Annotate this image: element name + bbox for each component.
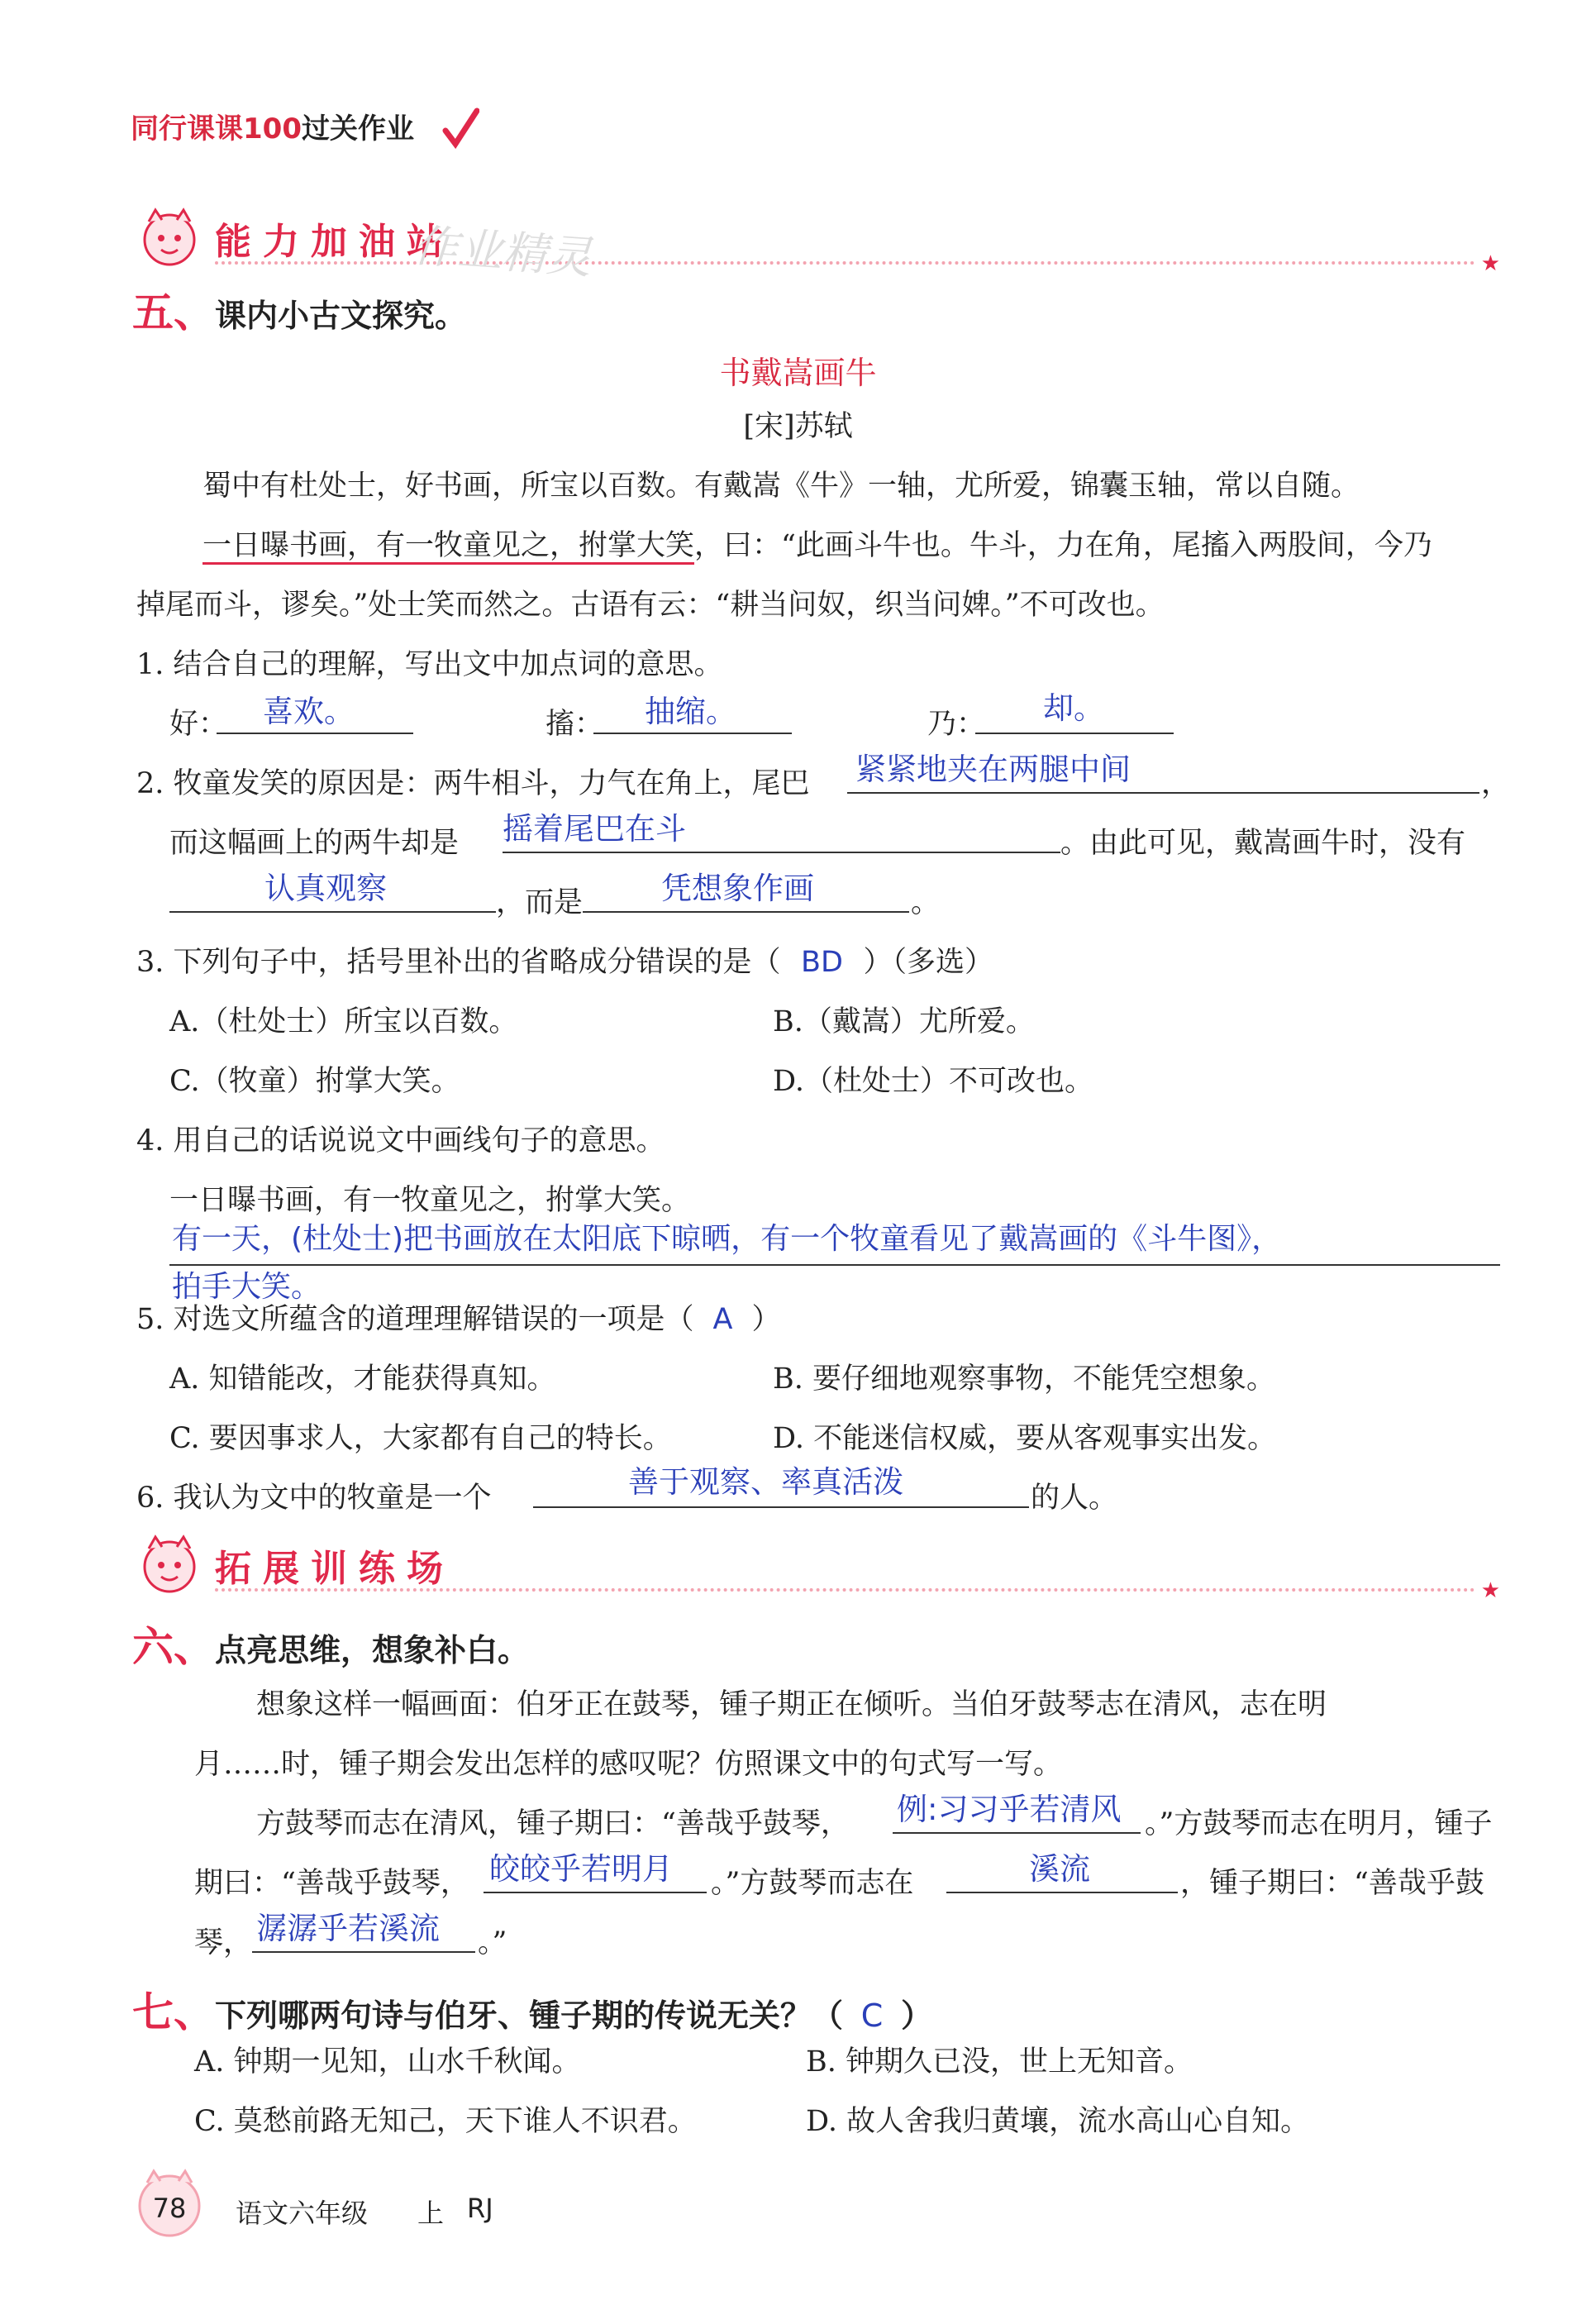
answer-observe: 认真观察 — [264, 871, 387, 906]
option-b: B. 要仔细地观察事物，不能凭空想象。 — [773, 1363, 1275, 1396]
answer-blank[interactable] — [946, 1891, 1178, 1893]
answer-nai: 却。 — [1043, 690, 1104, 726]
answer-blank[interactable] — [503, 851, 1060, 853]
fill-text: 。”方鼓琴而志在 — [711, 1867, 914, 1900]
answer-moon: 皎皎乎若明月 — [489, 1851, 673, 1887]
question-number: 六、 — [132, 1623, 215, 1671]
question-number: 七、 — [132, 1988, 215, 2036]
fill-text: 方鼓琴而志在清风，锺子期曰：“善哉乎鼓琴， — [256, 1807, 850, 1840]
question-6-heading — [132, 1614, 529, 1673]
answer-blank[interactable] — [847, 791, 1479, 794]
question-text: 的人。 — [1031, 1482, 1118, 1515]
star-icon: ★ — [1480, 251, 1500, 276]
fill-text: 。” — [478, 1926, 507, 1959]
fill-text: ，锺子期曰：“善哉乎鼓 — [1180, 1867, 1484, 1900]
answer-choice: A — [712, 1303, 733, 1336]
footer-volume: 上 — [417, 2198, 445, 2229]
answer-choice: C — [860, 1997, 884, 2034]
label-chu: 搐： — [545, 708, 604, 741]
underlined-quote: 一日曝书画，有一牧童见之，拊掌大笑。 — [169, 1184, 691, 1217]
poem-paragraph-2 — [202, 523, 1432, 564]
answer-meaning: 有一天，(杜处士)把书画放在太阳底下晾晒，有一个牧童看见了戴嵩画的《斗牛图》， — [172, 1222, 1282, 1256]
poem-title: 书戴嵩画牛 — [719, 355, 877, 391]
question-text: 5. 对选文所蕴含的道理理解错误的一项是（ — [136, 1303, 694, 1336]
option-d: D.（杜处士）不可改也。 — [773, 1065, 1093, 1098]
question-title: 下列哪两句诗与伯牙、锺子期的传说无关？（ — [215, 1997, 844, 2034]
option-b: B. 钟期久已没，世上无知音。 — [806, 2045, 1193, 2079]
sub-question-2-line-2: 而这幅画上的两牛却是 — [169, 827, 460, 860]
answer-blank[interactable] — [217, 732, 413, 734]
punctuation: 。 — [911, 886, 941, 919]
option-b: B.（戴嵩）尤所爱。 — [773, 1005, 1035, 1038]
question-6-text: 月……时，锺子期会发出怎样的感叹呢？仿照课文中的句式写一写。 — [194, 1748, 1063, 1781]
answer-chu: 抽缩。 — [645, 694, 736, 729]
answer-blank[interactable] — [975, 732, 1174, 734]
option-d: D. 不能迷信权威，要从客观事实出发。 — [773, 1422, 1277, 1455]
fill-text: 。”方鼓琴而志在明月，锺子 — [1145, 1807, 1493, 1840]
question-text: ）（多选） — [863, 946, 994, 979]
question-6-text: 想象这样一幅画面：伯牙正在鼓琴，锺子期正在倾听。当伯牙鼓琴志在清风，志在明 — [256, 1688, 1327, 1721]
section-banner-ability — [132, 207, 1500, 276]
page-number: 78 — [152, 2193, 187, 2224]
fill-text: 琴， — [194, 1926, 253, 1959]
mascot-icon — [132, 1534, 207, 1596]
question-text: ） — [751, 1303, 781, 1336]
underlined-sentence: 一日曝书画，有一牧童见之，拊掌大笑 — [202, 529, 694, 565]
fill-text: 期曰：“善哉乎鼓琴， — [194, 1867, 469, 1900]
mascot-icon — [132, 207, 207, 269]
answer-stream: 溪流 — [1029, 1851, 1090, 1887]
question-7-heading — [132, 1979, 932, 2039]
answer-meaning-cont: 拍手大笑。 — [172, 1270, 322, 1304]
sub-question-3 — [136, 939, 993, 981]
option-a: A.（杜处士）所宝以百数。 — [169, 1005, 518, 1038]
divider — [215, 1588, 1475, 1592]
brand-name: 同行课课100 — [131, 112, 302, 146]
section-banner-extension — [132, 1534, 1500, 1603]
question-title: 课内小古文探究。 — [215, 298, 467, 334]
divider — [215, 261, 1475, 265]
question-text: 3. 下列句子中，括号里补出的省略成分错误的是（ — [136, 946, 781, 979]
sub-question-2: 2. 牧童发笑的原因是：两牛相斗，力气在角上，尾巴 — [136, 767, 810, 800]
question-title: 点亮思维，想象补白。 — [215, 1632, 530, 1668]
answer-choice: BD — [801, 946, 844, 979]
option-c: C. 要因事求人，大家都有自己的特长。 — [169, 1422, 672, 1455]
answer-character: 善于观察、率真活泼 — [628, 1464, 903, 1500]
star-icon: ★ — [1480, 1578, 1500, 1603]
option-d: D. 故人舍我归黄壤，流水高山心自知。 — [806, 2105, 1310, 2138]
answer-blank[interactable] — [252, 1950, 475, 1953]
poem-paragraph-1: 蜀中有杜处士，好书画，所宝以百数。有戴嵩《牛》一轴，尤所爱，锦囊玉轴，常以自随。 — [202, 470, 1360, 503]
answer-stream-sound: 潺潺乎若溪流 — [256, 1911, 440, 1946]
check-icon — [442, 107, 479, 149]
poem-paragraph-3: 掉尾而斗，谬矣。”处士笑而然之。古语有云：“耕当问奴，织当问婢。”不可改也。 — [136, 589, 1165, 622]
option-a: A. 知错能改，才能获得真知。 — [169, 1363, 556, 1396]
brand-header — [131, 106, 414, 146]
answer-blank[interactable] — [169, 910, 496, 913]
answer-blank[interactable] — [893, 1831, 1141, 1834]
option-c: C. 莫愁前路无知己，天下谁人不识君。 — [194, 2105, 697, 2138]
answer-imagine: 凭想象作画 — [661, 871, 814, 906]
question-number: 五、 — [132, 289, 215, 336]
option-c: C.（牧童）拊掌大笑。 — [169, 1065, 460, 1098]
sub-question-4: 4. 用自己的话说说文中画线句子的意思。 — [136, 1124, 665, 1157]
answer-blank[interactable] — [583, 910, 909, 913]
section-title: 能力加油站 — [215, 221, 455, 263]
answer-wind: 例:习习乎若清风 — [897, 1792, 1122, 1827]
sub-question-5 — [136, 1296, 781, 1338]
sub-question-1: 1. 结合自己的理解，写出文中加点词的意思。 — [136, 648, 723, 681]
label-hao: 好： — [169, 708, 228, 741]
sub-question-2-text: 。由此可见，戴嵩画牛时，没有 — [1060, 827, 1466, 860]
answer-blank[interactable] — [533, 1506, 1029, 1508]
punctuation: ， — [1481, 767, 1511, 800]
question-5-heading — [132, 279, 466, 339]
sub-question-2-text: ，而是 — [496, 886, 584, 919]
label-nai: 乃： — [927, 708, 986, 741]
poem-author: [宋]苏轼 — [743, 410, 853, 443]
option-a: A. 钟期一见知，山水千秋闻。 — [194, 2045, 581, 2079]
answer-blank[interactable] — [169, 1263, 1500, 1266]
answer-painting: 摇着尾巴在斗 — [503, 811, 686, 847]
footer-edition: RJ — [467, 2193, 493, 2224]
answer-blank[interactable] — [593, 732, 792, 734]
footer-subject: 语文六年级 — [236, 2198, 369, 2229]
watermark: 作业精灵 — [411, 219, 593, 284]
poem-text: ，曰：“此画斗牛也。牛斗，力在角，尾搐入两股间，今乃 — [694, 529, 1432, 562]
answer-hao: 喜欢。 — [263, 694, 355, 729]
sub-question-6: 6. 我认为文中的牧童是一个 — [136, 1482, 492, 1515]
question-title: ） — [901, 1997, 933, 2034]
answer-blank[interactable] — [484, 1891, 707, 1893]
brand-suffix: 过关作业 — [301, 112, 414, 146]
section-title: 拓展训练场 — [215, 1548, 455, 1590]
answer-tail: 紧紧地夹在两腿中间 — [855, 752, 1131, 787]
